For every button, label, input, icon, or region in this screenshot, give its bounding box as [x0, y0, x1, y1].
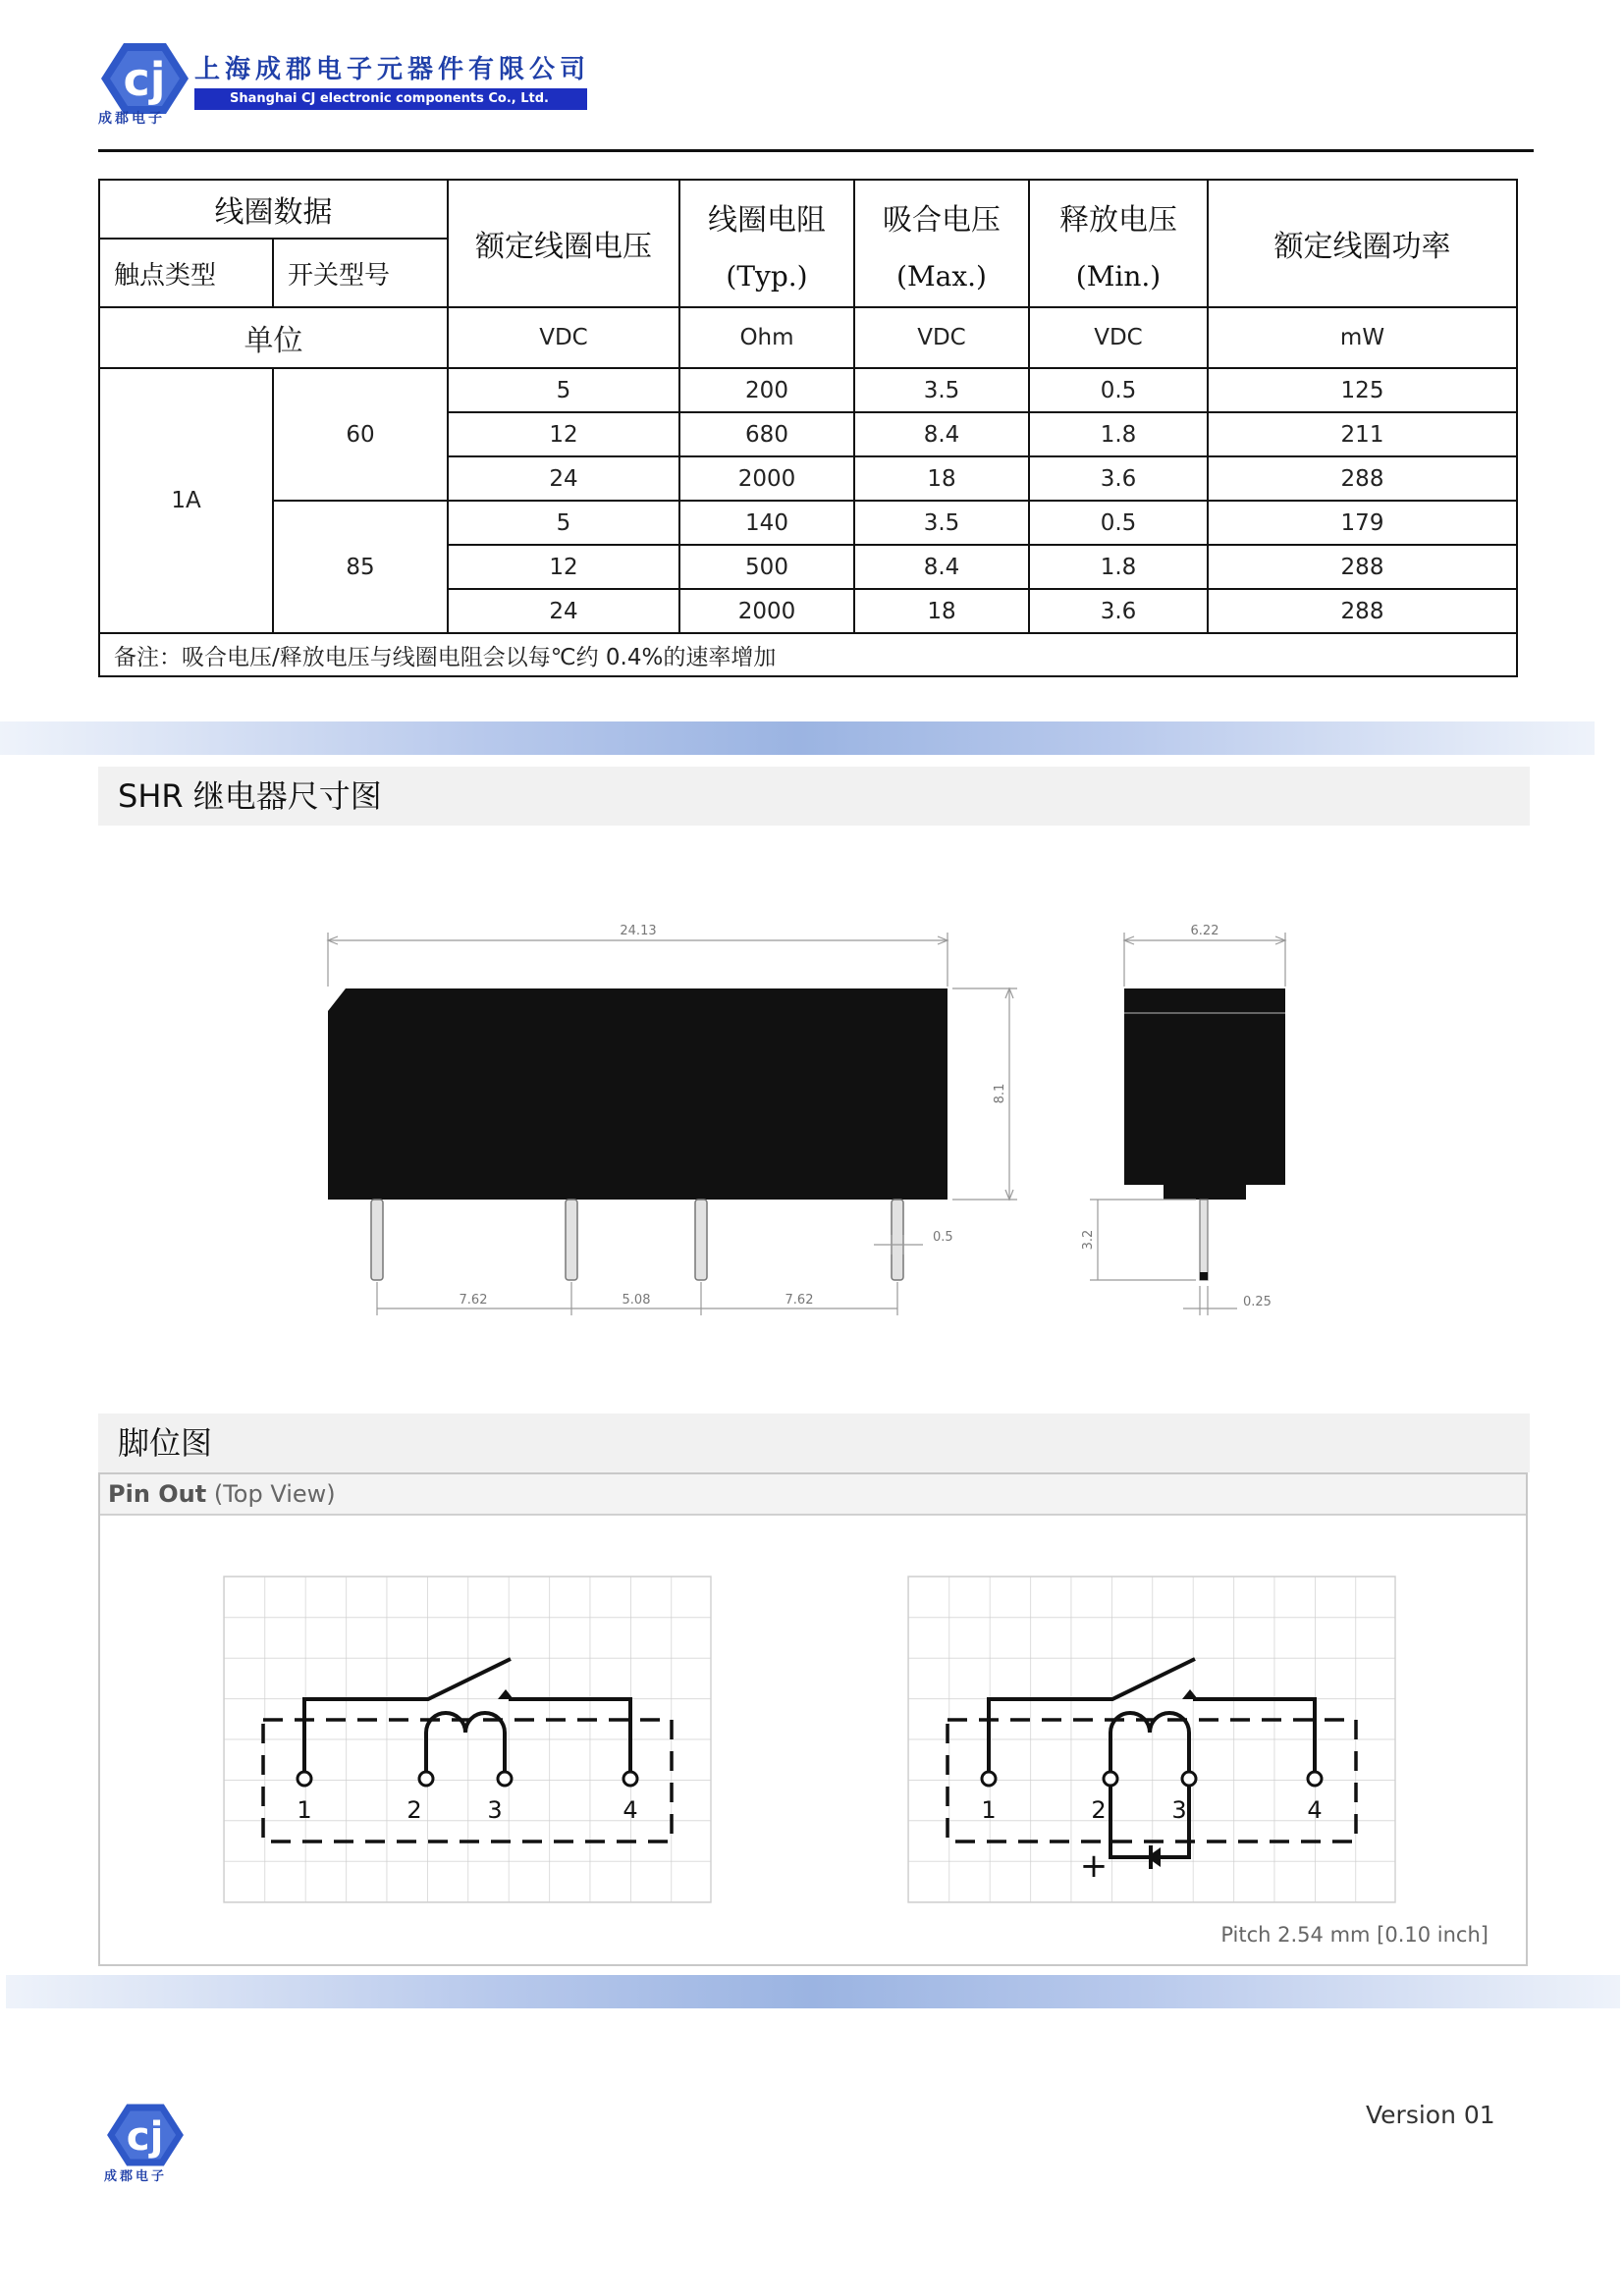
decorative-band — [0, 721, 1595, 755]
company-name-cn: 上海成郡电子元器件有限公司 — [194, 55, 591, 84]
header-rated-voltage: 额定线圈电压 — [448, 180, 679, 307]
pin-label-2: 2 — [406, 1796, 422, 1824]
logo-subtitle: 成郡电子 — [98, 111, 165, 127]
header-switch-model: 开关型号 — [273, 239, 448, 307]
dim-pitch-b: 5.08 — [622, 1293, 651, 1308]
cell-resistance: 2000 — [679, 589, 854, 633]
dim-pitch-c: 7.62 — [785, 1293, 814, 1308]
cell-voltage: 5 — [448, 368, 679, 412]
footer-logo-letters: cj — [126, 2113, 164, 2160]
cell-power: 288 — [1208, 456, 1517, 501]
pinout-bar-rest: (Top View) — [206, 1480, 336, 1508]
dim-length: 24.13 — [620, 924, 657, 938]
header-release — [1029, 180, 1208, 307]
pinout-diagram-basic — [224, 1576, 711, 1902]
table-row — [99, 501, 1517, 545]
cell-pickup: 3.5 — [854, 368, 1029, 412]
unit-power: mW — [1208, 307, 1517, 368]
header-pickup — [854, 180, 1029, 307]
switch-model-value: 60 — [273, 368, 448, 501]
cell-pickup: 8.4 — [854, 545, 1029, 589]
header-contact-type: 触点类型 — [99, 239, 273, 307]
logo-letters: cj — [123, 53, 166, 106]
cell-pickup: 18 — [854, 589, 1029, 633]
cell-voltage: 5 — [448, 501, 679, 545]
unit-voltage: VDC — [448, 307, 679, 368]
header-coil-data: 线圈数据 — [99, 180, 448, 239]
cell-pickup: 18 — [854, 456, 1029, 501]
pinout-diagram-diode — [908, 1576, 1395, 1902]
cell-resistance: 2000 — [679, 456, 854, 501]
header-divider — [98, 149, 1534, 152]
dim-pitch-a: 7.62 — [459, 1293, 488, 1308]
pin-label-3: 3 — [1171, 1796, 1187, 1824]
pinout-diagrams — [0, 1551, 1624, 1924]
header-pickup-sub: (Max.) — [896, 259, 987, 293]
cell-voltage: 24 — [448, 589, 679, 633]
relay-body-side — [328, 988, 947, 1200]
table-note: 备注：吸合电压/释放电压与线圈电阻会以每℃约 0.4%的速率增加 — [99, 633, 1517, 676]
header-resistance — [679, 180, 854, 307]
cell-release: 1.8 — [1029, 412, 1208, 456]
unit-label: 单位 — [99, 307, 448, 368]
unit-pickup: VDC — [854, 307, 1029, 368]
pin-label-1: 1 — [981, 1796, 997, 1824]
relay-pin-end — [1200, 1200, 1208, 1280]
pin-label-4: 4 — [623, 1796, 638, 1824]
dim-width: 6.22 — [1190, 924, 1219, 938]
cell-pickup: 8.4 — [854, 412, 1029, 456]
switch-model-value: 85 — [273, 501, 448, 633]
cell-voltage: 12 — [448, 545, 679, 589]
pin-label-4: 4 — [1307, 1796, 1323, 1824]
coil-data-table — [98, 179, 1518, 677]
polarity-plus: + — [1079, 1846, 1109, 1886]
pinout-header-bar — [100, 1474, 1526, 1516]
company-name-en: Shanghai CJ electronic components Co., Ltd. — [194, 88, 587, 110]
pitch-note: Pitch 2.54 mm [0.10 inch] — [1220, 1923, 1489, 1947]
dim-height: 8.1 — [993, 1083, 1007, 1104]
cell-resistance: 680 — [679, 412, 854, 456]
cell-release: 0.5 — [1029, 368, 1208, 412]
pin-label-1: 1 — [297, 1796, 312, 1824]
cell-voltage: 24 — [448, 456, 679, 501]
header-resistance-label: 线圈电阻 — [708, 202, 826, 238]
cell-release: 1.8 — [1029, 545, 1208, 589]
unit-resistance: Ohm — [679, 307, 854, 368]
relay-pins — [371, 1200, 903, 1280]
dimension-drawing — [0, 883, 1624, 1335]
pin-label-3: 3 — [487, 1796, 503, 1824]
footer-logo-subtitle: 成郡电子 — [104, 2169, 168, 2184]
cell-voltage: 12 — [448, 412, 679, 456]
cell-release: 3.6 — [1029, 456, 1208, 501]
dim-pin-width: 0.5 — [933, 1230, 953, 1245]
dim-pin-thickness: 0.25 — [1243, 1295, 1272, 1309]
cell-release: 0.5 — [1029, 501, 1208, 545]
table-row — [99, 368, 1517, 412]
cell-release: 3.6 — [1029, 589, 1208, 633]
header-power: 额定线圈功率 — [1208, 180, 1517, 307]
section-title-pinout: 脚位图 — [98, 1414, 1530, 1472]
decorative-band — [6, 1975, 1620, 2008]
section-title-dimensions: SHR 继电器尺寸图 — [98, 767, 1530, 826]
cell-power: 125 — [1208, 368, 1517, 412]
dim-pin-length: 3.2 — [1081, 1229, 1096, 1251]
version-label: Version 01 — [1366, 2101, 1495, 2129]
header-resistance-sub: (Typ.) — [726, 259, 808, 293]
cell-pickup: 3.5 — [854, 501, 1029, 545]
relay-body-end — [1124, 988, 1285, 1185]
header-release-label: 释放电压 — [1059, 202, 1177, 238]
unit-release: VDC — [1029, 307, 1208, 368]
cell-resistance: 140 — [679, 501, 854, 545]
cell-power: 211 — [1208, 412, 1517, 456]
pinout-bar-bold: Pin Out — [108, 1480, 207, 1508]
cell-resistance: 500 — [679, 545, 854, 589]
cell-power: 288 — [1208, 589, 1517, 633]
header-release-sub: (Min.) — [1075, 259, 1162, 293]
cell-power: 288 — [1208, 545, 1517, 589]
pin-label-2: 2 — [1091, 1796, 1107, 1824]
cell-resistance: 200 — [679, 368, 854, 412]
cell-power: 179 — [1208, 501, 1517, 545]
header-pickup-label: 吸合电压 — [883, 202, 1001, 238]
contact-type-value: 1A — [99, 368, 273, 633]
